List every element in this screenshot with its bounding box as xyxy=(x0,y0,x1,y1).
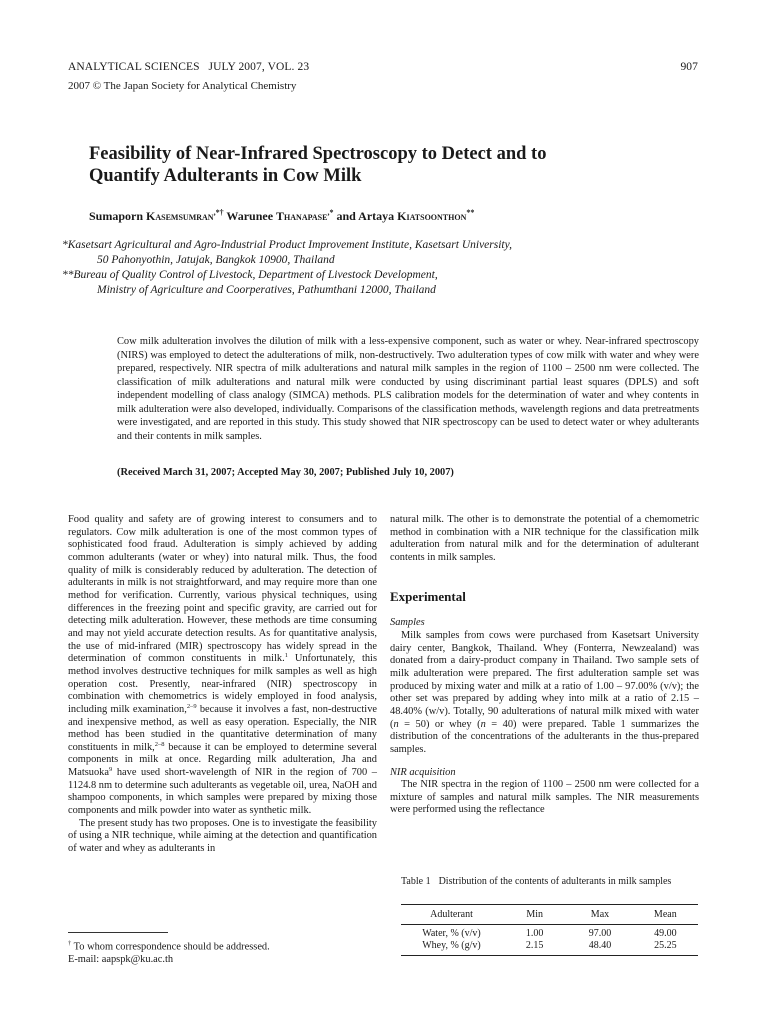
table-1 xyxy=(401,904,698,956)
author-3-mark: ** xyxy=(466,208,475,217)
text-span: Food quality and safety are of growing interest to consumers and to regulators. Cow milk adulteration is one of the most common types of sophisticated food fraud. Adulteration is simply achieved by adding common adulterants (water or whey) into natural milk. Thus, the food quality of milk is considerably reduced by adulteration. The detection of adulterants in milk is not straightforward, and may require more than one method for verification. Currently, various physical techniques, using differences in the freezing point and specific gravity, are carried out for detecting milk adulteration. However, these methods are time consuming and may not yield accurate detection results. As for quantitative analysis, the use of mid-infrared (MIR) spectroscopy has widely spread in the determination of common constituents in milk. xyxy=(68,514,377,665)
citation: 9 xyxy=(108,766,113,774)
affiliations xyxy=(62,238,722,298)
footnote-divider xyxy=(68,932,168,933)
author-1-last: Kasemsumran xyxy=(146,209,214,223)
italic-n: n xyxy=(480,718,486,730)
text-span: because it involves a fast, non-destructive and inexpensive method, as well as easy operation. Especially, the NIR method has been studied in the quantitative determination of many constituents in milk, xyxy=(68,703,377,753)
title-line-1: Feasibility of Near-Infrared Spectroscopy to Detect and to xyxy=(89,144,547,164)
table-cell: Whey, % (g/v) xyxy=(401,940,502,956)
footnote-line-1 xyxy=(68,937,270,953)
footnote-mark: † xyxy=(68,940,72,947)
table-row xyxy=(401,940,698,956)
author-3-last: Kiatsoonthon xyxy=(397,209,467,223)
table-caption-text: Distribution of the contents of adulterants in milk samples xyxy=(438,876,672,887)
affiliation-1-address: 50 Pahonyothin, Jatujak, Bangkok 10900, Thailand xyxy=(97,254,335,266)
text-span: because it can be employed to determine several components in milk at once. Regarding milk adulteration, Jha and Matsuoka xyxy=(68,741,377,779)
table-row xyxy=(401,925,698,941)
footnote-text: To whom correspondence should be addressed. xyxy=(71,941,270,953)
journal-info: ANALYTICAL SCIENCES JULY 2007, VOL. 23 xyxy=(68,61,310,73)
running-header xyxy=(68,61,698,73)
table-header-cell: Max xyxy=(567,905,632,925)
nir-paragraph: The NIR spectra in the region of 1100 – 2500 nm were collected for a mixture of samples and natural milk samples. The NIR measurements were performed using the reflectance xyxy=(390,779,699,816)
text-span: Unfortunately, this method involves destructive techniques for milk samples as well as high operation cost. Presently, near-infrared (NIR) spectroscopy in combination with chemometrics is widely employed in food analysis, including milk examination, xyxy=(68,653,377,715)
section-heading-experimental: Experimental xyxy=(390,588,466,604)
author-3-first: and Artaya xyxy=(333,209,398,223)
affiliation-2-address: Ministry of Agriculture and Coorperatives, Pathumthani 12000, Thailand xyxy=(97,284,436,296)
author-list xyxy=(89,208,474,224)
table-cell: Water, % (v/v) xyxy=(422,928,481,939)
table-cell: 49.00 xyxy=(654,928,677,939)
footnote-email: E-mail: aapspk@ku.ac.th xyxy=(68,954,174,966)
page-number: 907 xyxy=(680,61,698,73)
intro-paragraph-continued: natural milk. The other is to demonstrate the potential of a chemometric method in combination with a NIR technique for the classification milk adulteration from natural milk and for the determination of adulterant contents in milk samples. xyxy=(390,514,699,563)
author-2-mark: ,* xyxy=(327,208,334,217)
subsection-nir-acquisition: NIR acquisition xyxy=(390,766,456,778)
affiliation-2: **Bureau of Quality Control of Livestock, Department of Livestock Development, xyxy=(62,269,438,281)
italic-n: n xyxy=(393,718,399,730)
citation: 2–9 xyxy=(186,702,197,710)
author-2-last: Thanapase xyxy=(276,209,328,223)
table-header-row xyxy=(401,905,698,925)
citation: 2–8 xyxy=(154,740,165,748)
table-cell: 48.40 xyxy=(567,940,632,956)
table-label: Table 1 xyxy=(401,876,431,887)
table-header-cell: Adulterant xyxy=(401,905,502,925)
text-span: Milk samples from cows were purchased from Kasetsart University dairy center, Bangkok, Thailand. Whey (Fonterra, Newzealand) was donated from a dairy-product company in Thailand. Two sample sets of milk adulteration were prepared. The first adulteration sample set was produced by mixing water and milk at a ratio of 1.00 – 97.00% (v/v); the other set was prepared by adding whey into milk at a ratio of 2.15 – 48.40% (w/v). Totally, 90 adulterations of natural milk mixed with water ( xyxy=(390,629,699,730)
intro-paragraph-1 xyxy=(68,514,377,818)
table-cell: 2.15 xyxy=(502,940,567,956)
title-line-2: Quantify Adulterants in Cow Milk xyxy=(89,166,362,186)
affiliation-1: *Kasetsart Agricultural and Agro-Industrial Product Improvement Institute, Kasetsart University, xyxy=(62,239,512,251)
copyright-line: 2007 © The Japan Society for Analytical Chemistry xyxy=(68,80,297,92)
text-span: = 40) were prepared. Table 1 summarizes the distribution of the concentrations of the adulterants in the thus-prepared samples. xyxy=(390,718,699,755)
samples-paragraph xyxy=(390,630,699,757)
author-1-first: Sumaporn xyxy=(89,209,147,223)
footnote xyxy=(68,937,270,966)
table-header-cell: Mean xyxy=(633,905,698,925)
received-dates: (Received March 31, 2007; Accepted May 30, 2007; Published July 10, 2007) xyxy=(117,467,454,478)
table-header-cell: Min xyxy=(502,905,567,925)
author-2-first: Warunee xyxy=(223,209,277,223)
table-cell: 1.00 xyxy=(525,928,544,939)
text-span: = 50) or whey ( xyxy=(398,718,481,730)
abstract: Cow milk adulteration involves the dilution of milk with a less-expensive component, such as water or whey. Near-infrared spectroscopy (NIRS) was employed to detect the adulterations of milk, non-destructively. Two adulteration types of cow milk with water and whey were prepared, respectively. NIR spectra of milk adulterations and natural milk samples in the region of 1100 – 2500 nm were collected. The classification of milk adulterations and natural milk were conducted by using discriminant partial least squares (DPLS) and soft independent modelling of class analogy (SIMCA) methods. PLS calibration models for the determination of water and whey contents in milk adulteration were also developed, individually. Comparisons of the classification methods, wavelength regions and data pretreatments were investigated, and are reported in this study. This study showed that NIR spectroscopy can be used to detect water or whey adulterants and their contents in milk samples. xyxy=(117,336,699,442)
right-column xyxy=(390,514,699,817)
article-title xyxy=(89,143,689,187)
table-cell: 25.25 xyxy=(633,940,698,956)
citation: 1 xyxy=(284,652,288,660)
author-1-mark: ,*† xyxy=(213,208,224,217)
text-span: have used short-wavelength of NIR in the region of 700 – 1124.8 nm to determine such adulterants as vegetable oil, urea, NaOH and shampoo components, in which samples were prepared by mixing those components and milk powder into water as synthetic milk. xyxy=(68,767,377,817)
table-caption xyxy=(401,875,701,888)
left-column xyxy=(68,514,377,856)
subsection-samples: Samples xyxy=(390,617,425,629)
intro-paragraph-2: The present study has two proposes. One is to investigate the feasibility of using a NIR technique, while aiming at the detection and quantification of water and whey as adulterants in xyxy=(68,817,377,855)
table-cell: 97.00 xyxy=(588,928,612,939)
